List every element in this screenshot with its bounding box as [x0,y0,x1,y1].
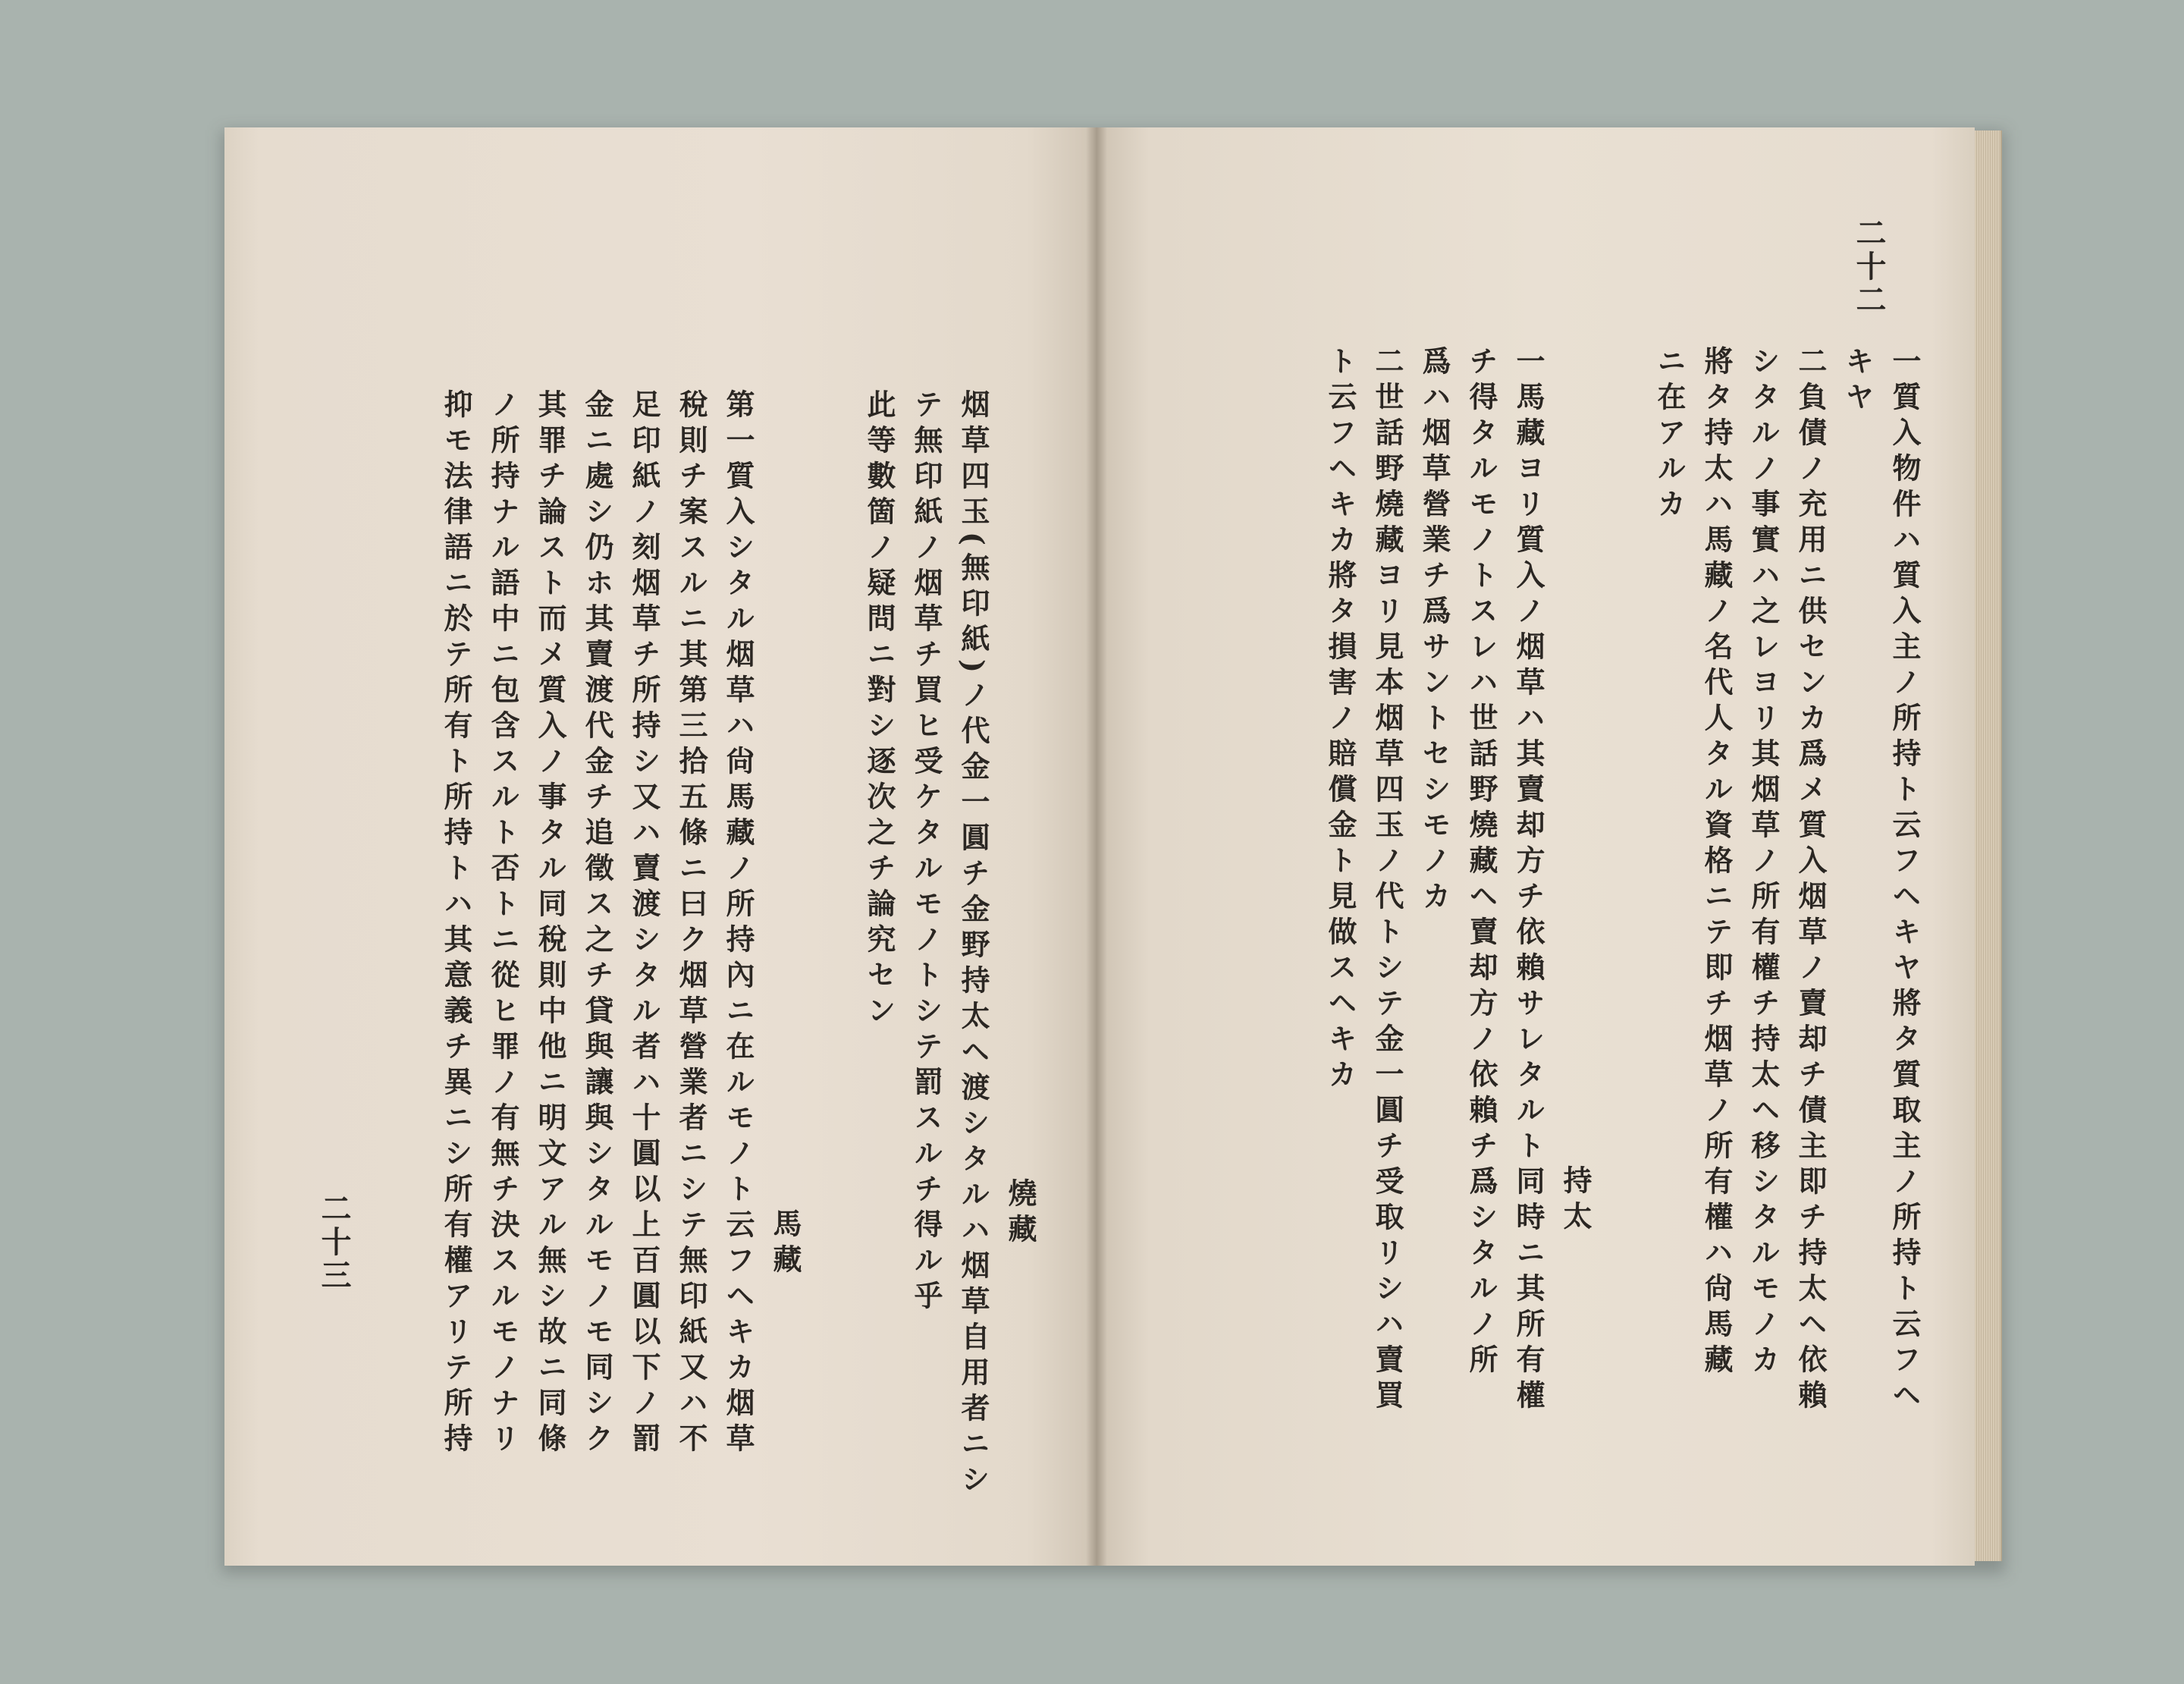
blank-line [808,389,855,1566]
text-line: 將タ持太ハ馬藏ノ名代人タル資格ニテ即チ烟草ノ所有權ハ尙馬藏 [1699,346,1734,1380]
text-line: ニ在アルカ [1652,346,1687,524]
text-line: 爲ハ烟草營業チ爲サントセシモノカ [1417,346,1451,916]
text-line: 二世話野燒藏ヨリ見本烟草四玉ノ代トシテ金一圓チ受取リシハ賣買 [1370,346,1404,1415]
page-edges [1975,130,2002,1561]
text-line: シタルノ事實ハ之レヨリ其烟草ノ所有權チ持太ヘ移シタルモノカ [1746,346,1781,1380]
text-line: 第一質入シタル烟草ハ尙馬藏ノ所持內ニ在ルモノト云フヘキカ烟草 [721,389,755,1459]
blank-line [1599,346,1646,1566]
text-line: 一質入物件ハ質入主ノ所持ト云フヘキヤ將タ質取主ノ所持ト云フヘ [1887,346,1922,1415]
text-line: 二負債ノ充用ニ供センカ爲メ質入烟草ノ賣却チ債主即チ持太ヘ依賴 [1793,346,1828,1415]
open-book [224,127,2000,1566]
text-line: テ無印紙ノ烟草チ買ヒ受ケタルモノトシテ罰スルチ得ル乎 [909,389,943,1316]
book-gutter [1086,127,1107,1566]
right-page [1097,127,1975,1566]
text-line: ノ所持ナル語中ニ包含スルト否トニ從ヒ罪ノ有無チ決スルモノナリ [486,389,520,1459]
section-heading-mochita: 持太 [1558,1165,1592,1236]
section-heading-shozo: 燒藏 [1003,1178,1037,1249]
text-line: 稅則チ案スルニ其第三拾五條ニ曰ク烟草營業者ニシテ無印紙又ハ不 [674,389,708,1459]
text-line: ト云フヘキカ將タ損害ノ賠償金ト見做スヘキカ [1323,346,1357,1095]
right-page-number: 二十二 [1851,217,1887,317]
text-line: 抑モ法律語ニ於テ所有ト所持トハ其意義チ異ニシ所有權アリテ所持 [439,389,473,1459]
left-page-text [285,389,1043,1566]
text-line: 此等數箇ノ疑問ニ對シ逐次之チ論究セン [862,389,896,1031]
text-line: 金ニ處シ仍ホ其賣渡代金チ追徵ス之チ貸與讓與シタルモノモ同シク [580,389,614,1459]
text-line: 烟草四玉(無印紙)ノ代金一圓チ金野持太ヘ渡シタルハ烟草自用者ニシ [956,389,990,1500]
section-heading-umazo: 馬藏 [768,1208,802,1280]
left-page-number: 二十三 [316,1192,352,1293]
text-line: 足印紙ノ刻烟草チ所持シ又ハ賣渡シタル者ハ十圓以上百圓以下ノ罰 [627,389,661,1459]
left-page [224,127,1097,1566]
text-line: 一馬藏ヨリ質入ノ烟草ハ其賣却方チ依賴サレタルト同時ニ其所有權 [1511,346,1545,1415]
text-line: 其罪チ論スト而メ質入ノ事タル同稅則中他ニ明文アル無シ故ニ同條 [533,389,567,1459]
right-page-text [1162,346,1928,1566]
text-line: キヤ [1840,346,1875,417]
text-line: チ得タルモノトスレハ世話野燒藏ヘ賣却方ノ依賴チ爲シタルノ所 [1464,346,1498,1380]
